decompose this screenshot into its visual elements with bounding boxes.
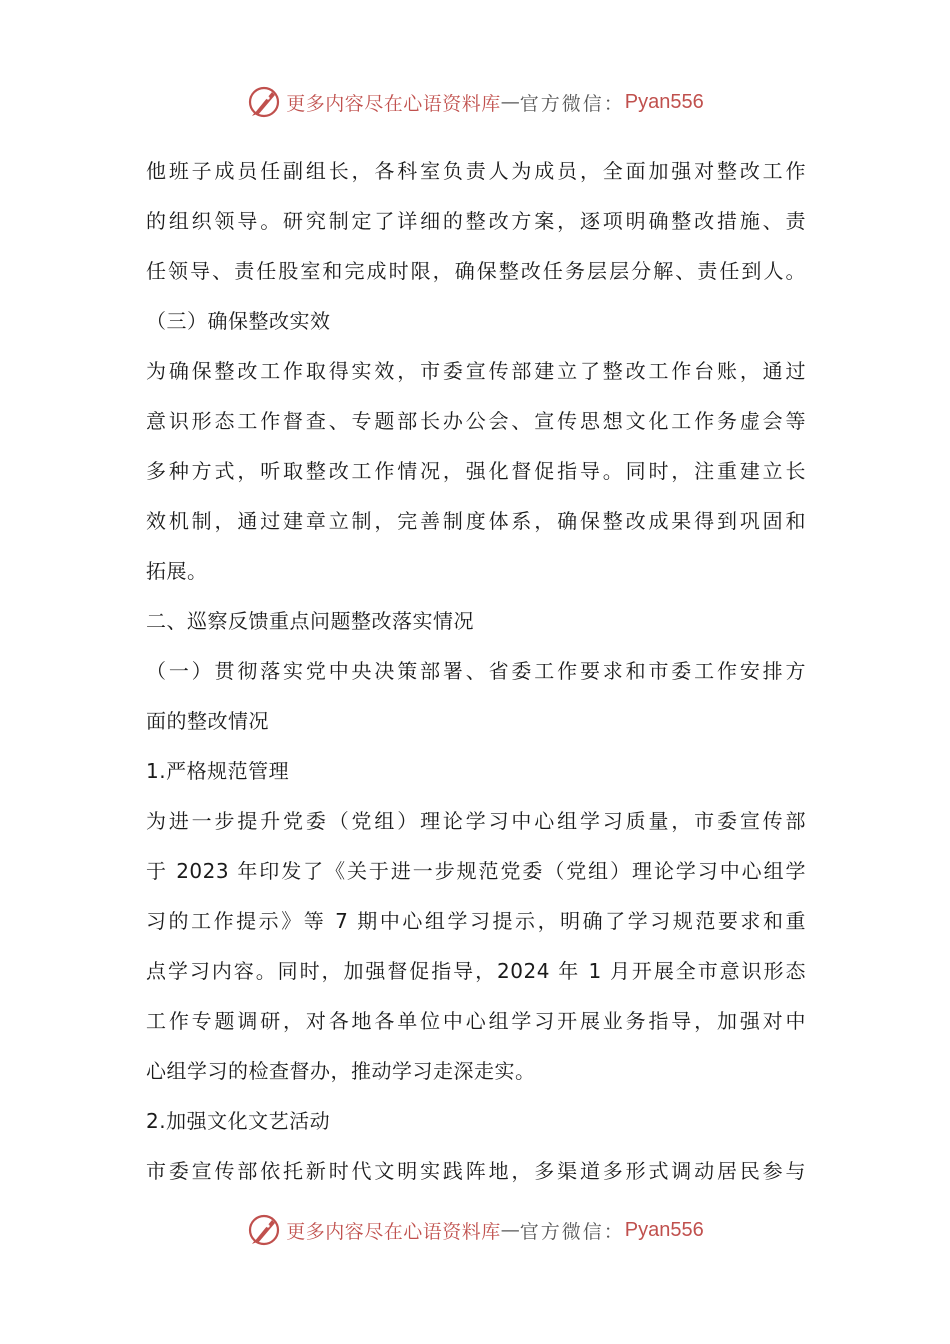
subheading-2: 2.加强文化文艺活动: [146, 1109, 331, 1133]
body-line-8: 效机制，通过建章立制，完善制度体系，确保整改成果得到巩固和: [146, 509, 806, 533]
body-line-15: 于 2023 年印发了《关于进一步规范党委（党组）理论学习中心组学: [146, 859, 806, 883]
body-line-19: 心组学习的检查督办，推动学习走深走实。: [146, 1059, 536, 1083]
section-heading-2-1-line-2: 面的整改情况: [146, 709, 269, 733]
footer-watermark-banner: [0, 1210, 950, 1250]
subheading-1: 1.严格规范管理: [146, 759, 290, 783]
body-line-21: 市委宣传部依托新时代文明实践阵地，多渠道多形式调动居民参与: [146, 1159, 806, 1183]
quill-pen-logo-icon: [246, 84, 282, 120]
footer-wechat-label: 官方微信：: [519, 1220, 625, 1243]
body-line-7: 多种方式，听取整改工作情况，强化督促指导。同时，注重建立长: [146, 459, 806, 483]
body-line-18: 工作专题调研，对各地各单位中心组学习开展业务指导，加强对中: [146, 1009, 806, 1033]
quill-pen-logo-icon: [246, 1212, 282, 1248]
body-line-6: 意识形态工作督查、专题部长办公会、宣传思想文化工作务虚会等: [146, 409, 806, 433]
header-wechat-id: Pyan556: [624, 90, 704, 113]
body-line-9: 拓展。: [146, 559, 208, 583]
footer-slogan: 更多内容尽在心语资料库: [286, 1220, 501, 1243]
header-watermark-banner: [0, 82, 950, 122]
document-body: [146, 146, 806, 1196]
header-wechat-label: 官方微信：: [519, 92, 625, 115]
header-slogan: 更多内容尽在心语资料库: [286, 92, 501, 115]
section-heading-2-1-line-1: （一）贯彻落实党中央决策部署、省委工作要求和市委工作安排方: [146, 659, 806, 683]
body-line-2: 的组织领导。研究制定了详细的整改方案，逐项明确整改措施、责: [146, 209, 806, 233]
body-line-3: 任领导、责任股室和完成时限，确保整改任务层层分解、责任到人。: [146, 259, 806, 283]
body-line-14: 为进一步提升党委（党组）理论学习中心组学习质量，市委宣传部: [146, 809, 806, 833]
footer-dash: —: [500, 1219, 520, 1241]
header-dash: —: [500, 91, 520, 113]
chapter-heading-2: 二、巡察反馈重点问题整改落实情况: [146, 609, 474, 633]
section-heading-3: （三）确保整改实效: [146, 309, 331, 333]
body-line-17: 点学习内容。同时，加强督促指导，2024 年 1 月开展全市意识形态: [146, 959, 806, 983]
body-line-16: 习的工作提示》等 7 期中心组学习提示，明确了学习规范要求和重: [146, 909, 806, 933]
footer-wechat-id: Pyan556: [624, 1218, 704, 1241]
body-line-5: 为确保整改工作取得实效，市委宣传部建立了整改工作台账，通过: [146, 359, 806, 383]
body-line-1: 他班子成员任副组长，各科室负责人为成员，全面加强对整改工作: [146, 159, 806, 183]
